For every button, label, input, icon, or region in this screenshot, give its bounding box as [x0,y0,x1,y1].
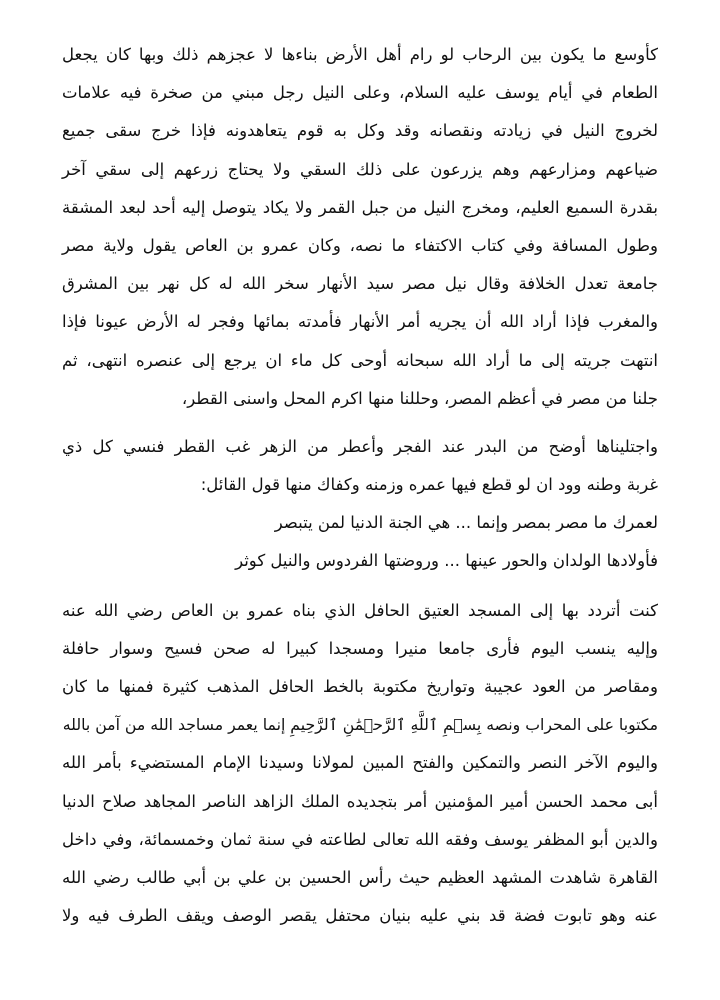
text-line: والمغرب فإذا أراد الله أن يجريه أمر الأنهار فأمدته بمائها وفجر له الأرض عيونا فإذا [62,312,658,332]
text-line: واجتليناها أوضح من البدر عند الفجر وأعطر من الزهر غب القطر فنسي كل ذي [62,436,658,456]
poem-verse: فأولادها الولدان والحور عينها ... وروضتها الفردوس والنيل كوثر [235,551,658,571]
text-line: عنه وهو تابوت فضة قد بني عليه بنيان محتفل يقصر الوصف ويقف الطرف فيه ولا [62,906,658,926]
text-line: وإليه ينسب اليوم فأرى جامعا منيرا ومسجدا كبيرا له صحن فسيح وسوار حافلة [62,638,658,658]
paragraph-3 [62,592,658,936]
paragraph-spacer [62,581,658,592]
paragraph-spacer [62,418,658,428]
text-line: كنت أتردد بها إلى المسجد العتيق الحافل الذي بناه عمرو بن العاص رضي الله عنه [62,600,658,620]
text-line: جلنا من مصر في أعظم المصر، وحللنا منها اكرم المحل واسنى القطر، [181,388,658,408]
paragraph-2 [62,428,658,504]
text-line: كأوسع ما يكون بين الرحاب لو رام أهل الأرض بناءها لا عجزهم ذلك وبها كان يجعل [62,45,658,64]
text-line: واليوم الآخر النصر والتمكين والفتح المبين لمولانا وسيدنا الإمام المستضيء بأمر الله [62,753,658,773]
document-page [62,36,658,935]
text-line: مكتوبا على المحراب ونصه بِسۡمِ ٱللَّهِ ٱلرَّحۡمَٰنِ ٱلرَّحِيمِ إنما يعمر مساجد الله من آمن بالله [62,715,658,735]
paragraph-1 [62,36,658,418]
text-line: أبى محمد الحسن أمير المؤمنين أمر بتجديده الملك الزاهد الناصر المجاهد صلاح الدنيا [62,791,658,811]
text-line: القاهرة شاهدت المشهد العظيم حيث رأس الحسين بن علي بن أبي طالب رضي الله [62,867,658,887]
text-line: وطول المسافة وفي كتاب الاكتفاء ما نصه، وكان عمرو بن العاص يقول ولاية مصر [62,235,658,255]
text-line: جامعة تعدل الخلافة وقال نيل مصر سيد الأنهار سخر الله له كل نهر بين المشرق [62,274,658,294]
poem-verse: لعمرك ما مصر بمصر وإنما ... هي الجنة الدنيا لمن يتبصر [274,513,658,533]
text-line: لخروج النيل في زيادته ونقصانه وقد وكل به قوم يتعاهدونه فإذا خرج سقى جميع [62,121,658,141]
text-line: ضياعهم ومزارعهم وهم يزرعون على ذلك السقي ولا يحتاج زرعهم إلى سقي آخر [62,159,658,179]
text-line: الطعام في أيام يوسف عليه السلام، وعلى النيل رجل مبني من صخرة فيه علامات [62,83,658,103]
text-line: غربة وطنه وود ان لو قطع فيها عمره وزمنه وكفاك منها قول القائل: [200,475,658,495]
text-line: والدين أبو المظفر يوسف وفقه الله تعالى لطاعته في سنة ثمان وخمسمائة، وفي داخل [62,829,658,849]
text-line: ومقاصر من العود عجيبة وتواريخ مكتوبة بالخط الحافل المذهب كثيرة فمنها ما كان [62,677,658,696]
text-line: بقدرة السميع العليم، ومخرج النيل من جبل القمر ولا يكاد يتوصل إليه أحد لبعد المشقة [62,197,658,217]
poem [62,504,658,580]
text-line: انتهت جريته إلى ما أراد الله سبحانه أوحى كل ماء ان يرجع إلى عنصره انتهى، ثم [62,350,658,370]
